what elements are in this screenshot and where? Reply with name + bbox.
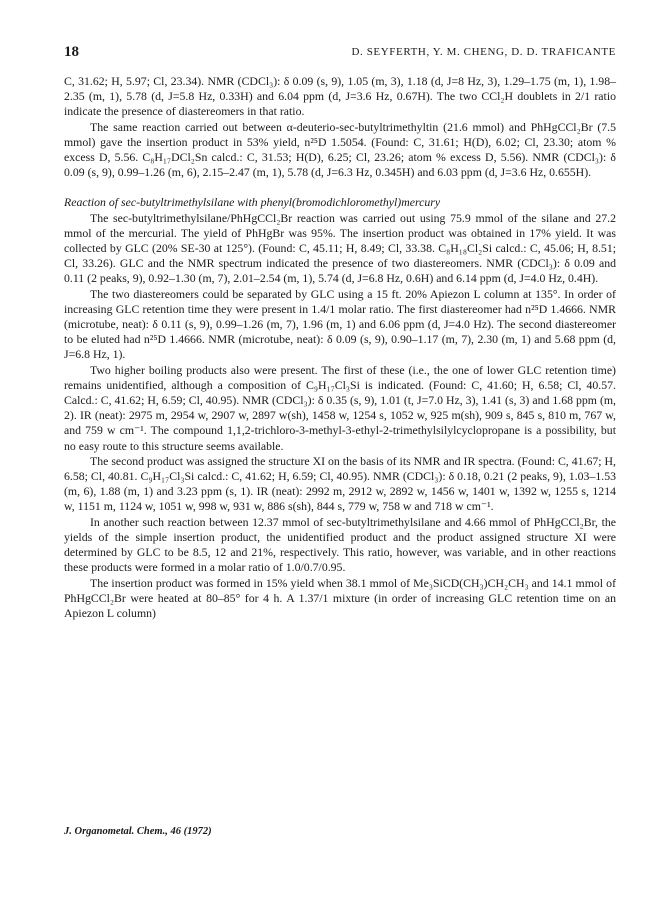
page-header [64, 44, 616, 64]
paragraph-silane-reaction: The sec-butyltrimethylsilane/PhHgCCl₂Br reaction was carried out using 75.9 mmol of the silane and 27.2 mmol of the mercurial. The yield of PhHgBr was 95%. The insertion product was obtained in 17% yield. It was collected by GLC (20% SE-30 at 125°). (Found: C, 45.11; H, 8.49; Cl, 33.38. C₈H₁₈Cl₂Si calcd.: C, 45.06; H, 8.51; Cl, 33.26). GLC and the NMR spectrum indicated the presence of two diastereomers. NMR (CDCl₃): δ 0.09 and 0.11 (2 peaks, 9), 0.92–1.30 (m, 7), 2.01–2.54 (m, 1), 5.74 (d, J=6.8 Hz, 0.6H) and 6.14 ppm (d, J=4.0 Hz, 0.4H). [64, 210, 616, 286]
article-body [64, 74, 616, 621]
paragraph-nmr-data: C, 31.62; H, 5.97; Cl, 23.34). NMR (CDCl₃): δ 0.09 (s, 9), 1.05 (m, 3), 1.18 (d, J=8 Hz, 3), 1.29–1.75 (m, 1), 1.98–2.35 (m, 1), 5.78 (d, J=5.8 Hz, 0.33H) and 6.04 ppm (d, J=3.6 Hz, 0.67H). The two CCl₂H doublets in 2/1 ratio indicate the presence of diastereomers in that ratio. [64, 74, 616, 119]
paragraph-diastereomer-separation: The two diastereomers could be separated by GLC using a 15 ft. 20% Apiezon L column at 135°. In order of increasing GLC retention time they were present in 1.4/1 molar ratio. The first diastereomer had n²⁵D 1.4666. NMR (microtube, neat): δ 0.11 (s, 9), 0.99–1.26 (m, 7), 1.96 (m, 1) and 6.06 ppm (d, J=4.0 Hz). The second diastereomer to be eluted had n²⁵D 1.4666. NMR (microtube, neat): δ 0.09 (s, 9), 0.90–1.17 (m, 7), 2.30 (m, 1) and 5.68 ppm (d, J=6.8 Hz, 1). [64, 286, 616, 362]
paragraph-deuterated-insertion: The insertion product was formed in 15% yield when 38.1 mmol of Me₃SiCD(CH₃)CH₂CH₃ and 14.1 mmol of PhHgCCl₂Br were heated at 80–85° for 4 h. A 1.37/1 mixture (in order of increasing GLC retention time on an Apiezon L column) [64, 575, 616, 620]
paragraph-deuterio-reaction: The same reaction carried out between α-deuterio-sec-butyltrimethyltin (21.6 mmol) and PhHgCCl₂Br (7.5 mmol) gave the insertion product in 53% yield, n²⁵D 1.5054. (Found: C, 31.61; H(D), 6.02; Cl, 23.30; atom % excess D, 5.56. C₈H₁₇DCl₂Sn calcd.: C, 31.53; H(D), 6.25; Cl, 23.26; atom % excess D, 5.56). NMR (CDCl₃): δ 0.09 (s, 9), 0.99–1.26 (m, 6), 2.15–2.47 (m, 1), 5.78 (d, J=6.3 Hz, 0.345H) and 6.03 ppm (d, J=3.6 Hz, 0.655H). [64, 119, 616, 180]
running-title: D. SEYFERTH, Y. M. CHENG, D. D. TRAFICANTE [351, 46, 616, 58]
paragraph-yields: In another such reaction between 12.37 mmol of sec-butyltrimethylsilane and 4.66 mmol of PhHgCCl₂Br, the yields of the simple insertion product, the unidentified product and the product assigned structure XI were determined by GLC to be 8.5, 12 and 21%, respectively. This ratio, however, was variable, and in other reactions these products were formed in a molar ratio of 1.0/0.7/0.95. [64, 514, 616, 575]
section-heading: Reaction of sec-butyltrimethylsilane with phenyl(bromodichloromethyl)mercury [64, 195, 441, 210]
paragraph-structure-xi: The second product was assigned the structure XI on the basis of its NMR and IR spectra. (Found: C, 41.67; H, 6.58; Cl, 40.81. C₉H₁₇Cl₃Si calcd.: C, 41.62; H, 6.59; Cl, 40.95). NMR (CDCl₃): δ 0.18, 0.21 (2 peaks, 9), 1.03–1.53 (m, 6), 1.88 (m, 1) and 3.23 ppm (s, 1). IR (neat): 2992 m, 2912 w, 2892 w, 1456 w, 1401 w, 1392 w, 1255 s, 1214 w, 1151 m, 1124 w, 1051 w, 998 w, 931 w, 886 s(sh), 844 s, 779 w, 758 w and 718 w cm⁻¹. [64, 453, 616, 514]
page-number: 18 [64, 44, 79, 60]
paragraph-higher-boiling-products: Two higher boiling products also were present. The first of these (i.e., the one of lower GLC retention time) remains unidentified, although a composition of C₉H₁₇Cl₃Si is indicated. (Found: C, 41.60; H, 6.58; Cl, 40.57. Calcd.: C, 41.62; H, 6.59; Cl, 40.95). NMR (CDCl₃): δ 0.35 (s, 9), 1.01 (t, J=7.0 Hz, 3), 1.41 (s, 3) and 1.68 ppm (m, 2). IR (neat): 2975 m, 2954 w, 2907 w, 2897 w(sh), 1458 w, 1254 s, 1052 w, 925 m(sh), 909 s, 845 s, 810 m, 767 w, and 759 w cm⁻¹. The compound 1,1,2-trichloro-3-methyl-3-ethyl-2-trimethylsilylcyclopropane is a possibility, but no easy route to this structure seems available. [64, 362, 616, 453]
journal-citation: J. Organometal. Chem., 46 (1972) [64, 826, 212, 837]
